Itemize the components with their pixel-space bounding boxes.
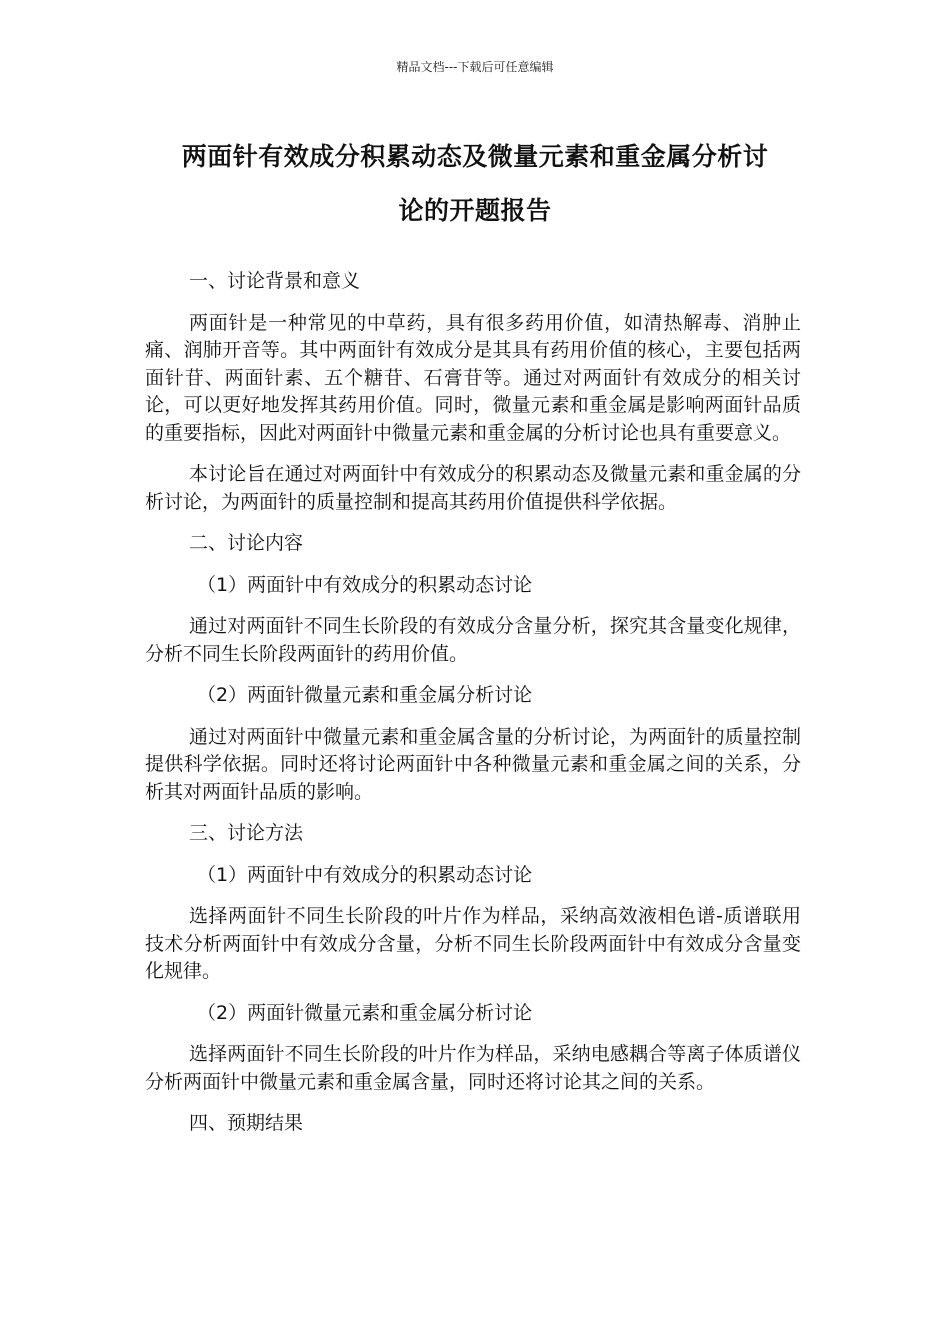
document-title [135, 130, 815, 238]
section-heading-method: 三、讨论方法 [189, 822, 304, 844]
paragraph-content-1: 通过对两面针不同生长阶段的有效成分含量分析，探究其含量变化规律，分析不同生长阶段两面针的药用价值。 [145, 615, 801, 665]
subheading-method-1: （1）两面针中有效成分的积累动态讨论 [197, 863, 533, 886]
section-heading-expected-results: 四、预期结果 [189, 1112, 304, 1134]
subheading-method-2: （2）两面针微量元素和重金属分析讨论 [197, 1001, 533, 1024]
subheading-content-2: （2）两面针微量元素和重金属分析讨论 [197, 684, 533, 706]
paragraph-background-2: 本讨论旨在通过对两面针中有效成分的积累动态及微量元素和重金属的分析讨论，为两面针的质量控制和提高其药用价值提供科学依据。 [145, 463, 801, 513]
document-body [145, 268, 801, 1152]
paragraph-background-1: 两面针是一种常见的中草药，具有很多药用价值，如清热解毒、消肿止痛、润肺开音等。其中两面针有效成分是其具有药用价值的核心，主要包括两面针苷、两面针素、五个糖苷、石膏苷等。通过对两面针有效成分的相关讨论，可以更好地发挥其药用价值。同时，微量元素和重金属是影响两面针品质的重要指标，因此对两面针中微量元素和重金属的分析讨论也具有重要意义。 [145, 311, 801, 444]
paragraph-content-2: 通过对两面针中微量元素和重金属含量的分析讨论，为两面针的质量控制提供科学依据。同时还将讨论两面针中各种微量元素和重金属之间的关系，分析其对两面针品质的影响。 [145, 725, 801, 803]
section-heading-content: 二、讨论内容 [189, 532, 304, 554]
paragraph-method-1: 选择两面针不同生长阶段的叶片作为样品，采纳高效液相色谱-质谱联用技术分析两面针中有效成分含量，分析不同生长阶段两面针中有效成分含量变化规律。 [145, 905, 801, 982]
subheading-content-1: （1）两面针中有效成分的积累动态讨论 [197, 573, 533, 596]
header-note: 精品文档---下载后可任意编辑 [396, 60, 554, 74]
section-heading-background: 一、讨论背景和意义 [189, 270, 361, 292]
title-line-2: 论的开题报告 [398, 196, 552, 225]
paragraph-method-2: 选择两面针不同生长阶段的叶片作为样品，采纳电感耦合等离子体质谱仪分析两面针中微量元素和重金属含量，同时还将讨论其之间的关系。 [145, 1043, 801, 1093]
title-line-1: 两面针有效成分积累动态及微量元素和重金属分析讨 [181, 142, 769, 171]
